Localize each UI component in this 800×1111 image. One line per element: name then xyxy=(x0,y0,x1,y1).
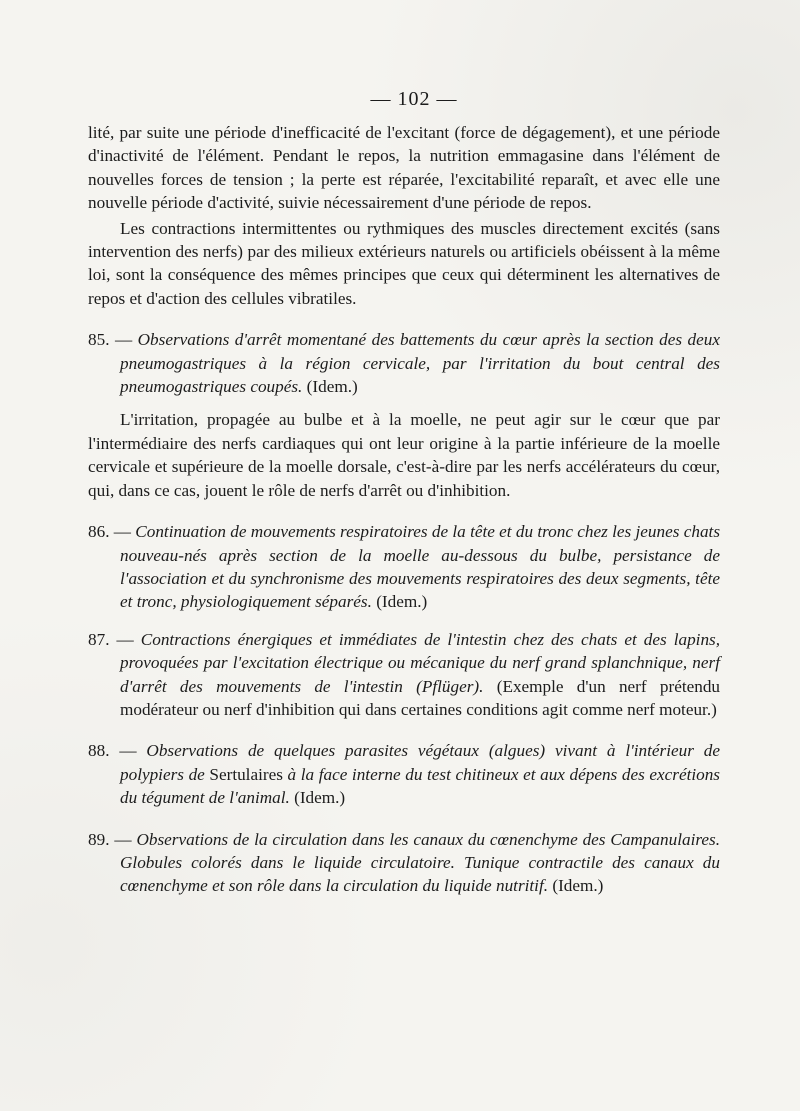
entry-85 xyxy=(88,328,720,398)
paragraph-irritation: L'irritation, propagée au bulbe et à la moelle, ne peut agir sur le cœur que par l'intermédiaire des nerfs cardiaques qui ont leur origine à la partie inférieure de la moelle cervicale et supérieure de la moelle dorsale, c'est-à-dire par les nerfs accélérateurs du cœur, qui, dans ce cas, jouent le rôle de nerfs d'arrêt ou d'inhibition. xyxy=(88,410,720,500)
paragraph-rhythmic-contractions: Les contractions intermittentes ou rythmiques des muscles directement excités (sans intervention des nerfs) par des milieux extérieurs naturels ou artificiels obéissent à la même loi, sont la conséquence des mêmes principes que ceux qui déterminent les alternatives de repos et d'action des cellules vibratiles. xyxy=(88,218,720,308)
entry-source: (Idem.) xyxy=(294,788,346,808)
entry-number: 86. — xyxy=(88,522,131,542)
entry-number: 87. — xyxy=(88,629,134,649)
entry-source: (Idem.) xyxy=(306,377,358,397)
entry-source: (Idem.) xyxy=(552,876,604,896)
page-number: — 102 — xyxy=(370,88,458,110)
entry-number: 85. — xyxy=(88,330,133,350)
entry-title-part-b: à la face interne du test chitineux et aux dépens des excrétions du tégument de l'animal. xyxy=(120,764,720,808)
paragraph-continuation: lité, par suite une période d'inefficacité de l'excitant (force de dégagement), et une période d'inactivité de l'élément. Pendant le repos, la nutrition emmagasine dans l'élément de nouvelles forces de tension ; la perte est réparée, l'excitabilité reparaît, et avec elle une nouvelle période d'activité, suivie nécessairement d'une période de repos. xyxy=(88,123,720,213)
entry-title: Contractions énergiques et immédiates de l'intestin chez des chats et des lapins, provoquées par l'excitation électrique ou mécanique du nerf grand splanchnique, nerf d'arrêt des mouvements de l'intestin (Pflüger). xyxy=(120,629,721,696)
entry-88 xyxy=(88,739,720,809)
entry-title: Continuation de mouvements respiratoires de la tête et du tronc chez les jeunes chats nouveau-nés après section de la moelle au-dessous du bulbe, persistance de l'association et du synchronisme des mouvements respiratoires des deux segments, tête et tronc, physiologiquement séparés. xyxy=(120,522,721,612)
entry-87 xyxy=(88,628,720,722)
entry-title: Observations d'arrêt momentané des battements du cœur après la section des deux pneumogastriques à la région cervicale, par l'irritation du bout central des pneumogastriques coupés. xyxy=(120,330,720,397)
entry-genus-name: Sertulaires xyxy=(209,764,283,784)
entry-source: (Idem.) xyxy=(376,592,428,612)
entry-note: (Exemple d'un nerf prétendu modérateur ou nerf d'inhibition qui dans certaines conditions agit comme nerf moteur.) xyxy=(120,676,721,719)
entry-title: Observations de la circulation dans les canaux du cœnenchyme des Campanulaires. Globules colorés dans le liquide circulatoire. Tunique contractile des canaux du cœnenchyme et son rôle dans la circulation du liquide nutritif. xyxy=(120,829,721,896)
entry-86 xyxy=(88,520,720,614)
entry-title-part-a: Observations de quelques parasites végétaux (algues) vivant à l'intérieur de polypiers de xyxy=(120,741,721,784)
entry-number: 89. — xyxy=(88,829,132,849)
entry-89 xyxy=(88,828,720,898)
entry-number: 88. — xyxy=(88,741,137,761)
